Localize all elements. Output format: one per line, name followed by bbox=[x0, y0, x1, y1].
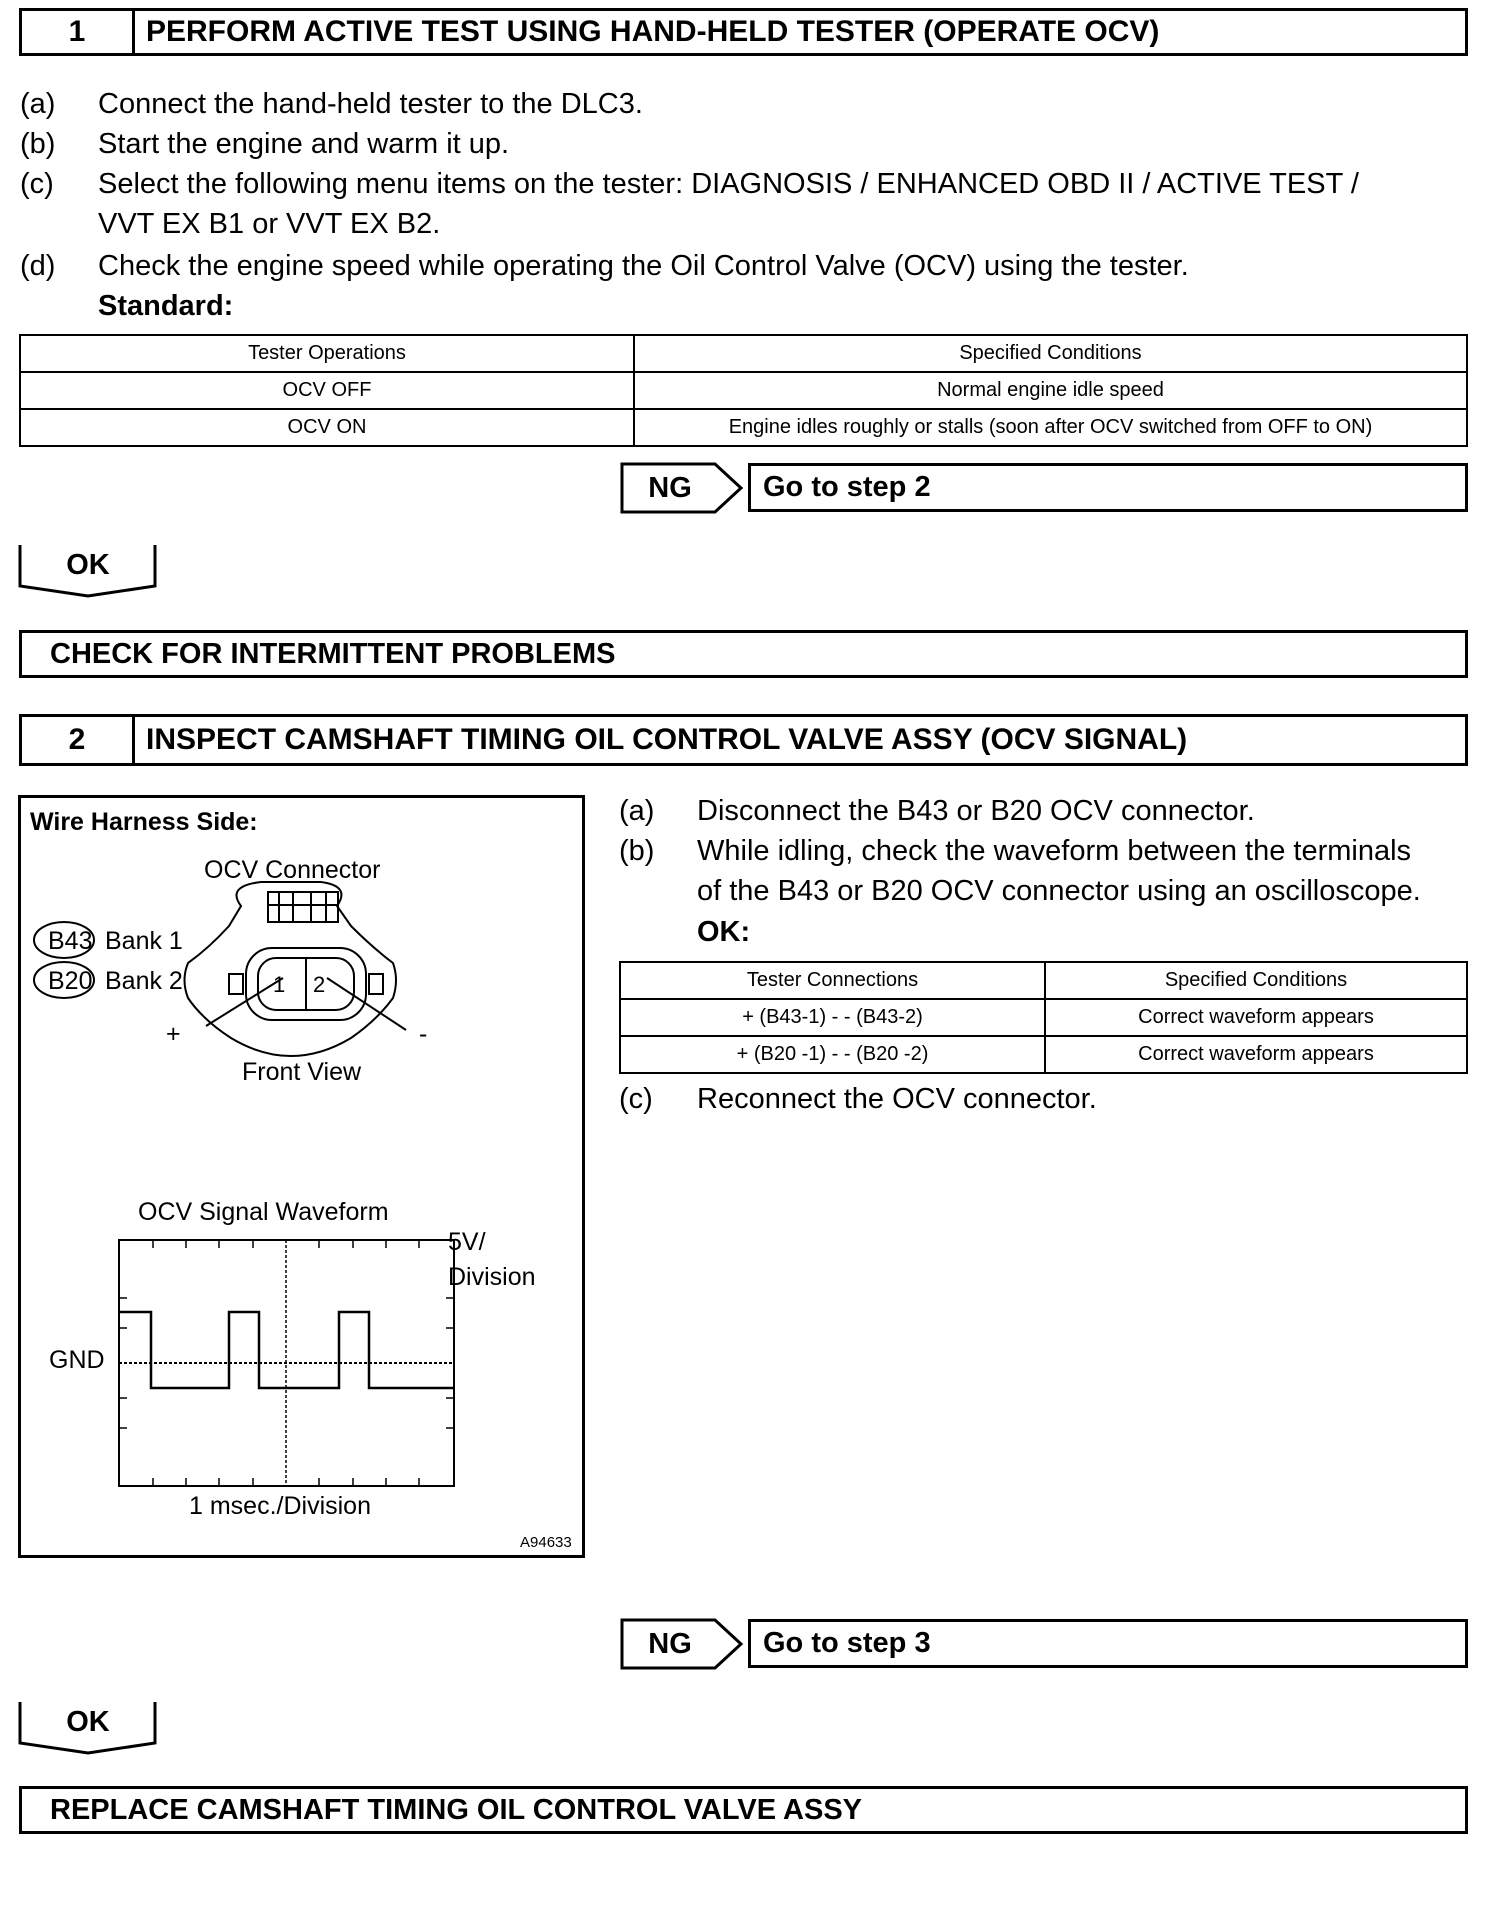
diagram-heading: Wire Harness Side: bbox=[30, 808, 258, 836]
table-cell: Correct waveform appears bbox=[1045, 999, 1467, 1036]
connector-housing bbox=[185, 882, 397, 1056]
step2-header bbox=[19, 714, 1468, 766]
step1-item-b-text: Start the engine and warm it up. bbox=[98, 128, 510, 160]
step2-item-a-label: (a) bbox=[619, 795, 655, 827]
step1-item-c-text: Select the following menu items on the tester: DIAGNOSIS / ENHANCED OBD II / ACTIVE TEST / bbox=[98, 168, 1359, 200]
table-row bbox=[20, 409, 1467, 446]
minus-label: - bbox=[419, 1020, 428, 1048]
front-view-label: Front View bbox=[242, 1058, 362, 1086]
table-cell: + (B20 -1) - - (B20 -2) bbox=[620, 1036, 1045, 1073]
table-header-cell: Specified Conditions bbox=[1045, 962, 1467, 999]
time-div-label: 1 msec./Division bbox=[189, 1492, 371, 1520]
table-header-cell: Tester Connections bbox=[620, 962, 1045, 999]
plus-label: + bbox=[166, 1020, 181, 1048]
table-cell: OCV OFF bbox=[20, 372, 634, 409]
go-to-step-2-link[interactable]: Go to step 2 bbox=[748, 463, 1468, 512]
ng-tag-step1 bbox=[620, 461, 745, 515]
volt-div-label-1: 5V/ bbox=[448, 1228, 486, 1256]
table-row bbox=[620, 1036, 1467, 1073]
step2-item-b-text2: of the B43 or B20 OCV connector using an oscilloscope. bbox=[697, 875, 1421, 907]
ok-tag-step2 bbox=[18, 1700, 158, 1756]
step1-item-c-text2: VVT EX B1 or VVT EX B2. bbox=[98, 208, 441, 240]
step2-number: 2 bbox=[22, 717, 135, 763]
ok-label: OK bbox=[66, 1705, 110, 1738]
table-header-cell: Specified Conditions bbox=[634, 335, 1467, 372]
wiring-diagram bbox=[18, 795, 585, 1558]
pin-1-label: 1 bbox=[273, 972, 286, 997]
pin-2-label: 2 bbox=[313, 972, 326, 997]
gnd-label: GND bbox=[49, 1346, 105, 1374]
waveform-title: OCV Signal Waveform bbox=[138, 1198, 389, 1226]
figure-id: A94633 bbox=[520, 1534, 572, 1551]
step2-title: INSPECT CAMSHAFT TIMING OIL CONTROL VALVE ASSY (OCV SIGNAL) bbox=[146, 723, 1188, 756]
bank1-label: Bank 1 bbox=[105, 927, 183, 955]
step1-spec-table bbox=[19, 334, 1468, 447]
step1-item-b-label: (b) bbox=[20, 128, 56, 160]
step2-item-a-text: Disconnect the B43 or B20 OCV connector. bbox=[697, 795, 1255, 827]
result-check-intermittent: CHECK FOR INTERMITTENT PROBLEMS bbox=[19, 630, 1468, 678]
result-replace-ocv: REPLACE CAMSHAFT TIMING OIL CONTROL VALVE ASSY bbox=[19, 1786, 1468, 1834]
table-cell: Normal engine idle speed bbox=[634, 372, 1467, 409]
step1-item-d-label: (d) bbox=[20, 250, 56, 282]
step2-item-b-label: (b) bbox=[619, 835, 655, 867]
step2-item-b-text: While idling, check the waveform between the terminals bbox=[697, 835, 1412, 867]
go-to-step-3-link[interactable]: Go to step 3 bbox=[748, 1619, 1468, 1668]
table-row bbox=[20, 372, 1467, 409]
ng-tag-step2 bbox=[620, 1617, 745, 1671]
table-cell: Correct waveform appears bbox=[1045, 1036, 1467, 1073]
b20-label: B20 bbox=[48, 967, 93, 995]
step2-item-c-label: (c) bbox=[619, 1083, 653, 1115]
step2-spec-table bbox=[619, 961, 1468, 1074]
step1-item-d-text: Check the engine speed while operating the Oil Control Valve (OCV) using the tester. bbox=[98, 250, 1189, 282]
ok-label: OK bbox=[66, 548, 110, 581]
table-row bbox=[620, 999, 1467, 1036]
ok-tag-step1 bbox=[18, 543, 158, 599]
step1-item-a-text: Connect the hand-held tester to the DLC3. bbox=[98, 88, 643, 120]
standard-label: Standard: bbox=[98, 290, 234, 322]
ng-label: NG bbox=[648, 471, 692, 504]
step2-item-c-text: Reconnect the OCV connector. bbox=[697, 1083, 1097, 1115]
step1-number: 1 bbox=[22, 11, 135, 53]
b43-label: B43 bbox=[48, 927, 93, 955]
table-cell: + (B43-1) - - (B43-2) bbox=[620, 999, 1045, 1036]
step1-title: PERFORM ACTIVE TEST USING HAND-HELD TESTER (OPERATE OCV) bbox=[146, 15, 1160, 48]
table-cell: Engine idles roughly or stalls (soon after OCV switched from OFF to ON) bbox=[634, 409, 1467, 446]
connector-drawing bbox=[21, 798, 582, 1555]
ng-label: NG bbox=[648, 1627, 692, 1660]
table-cell: OCV ON bbox=[20, 409, 634, 446]
table-header-row bbox=[20, 335, 1467, 372]
ok-spec-label: OK: bbox=[697, 916, 751, 948]
bank2-label: Bank 2 bbox=[105, 967, 183, 995]
step1-header bbox=[19, 8, 1468, 56]
volt-div-label-2: Division bbox=[448, 1263, 536, 1291]
step1-item-a-label: (a) bbox=[20, 88, 56, 120]
step1-item-c-label: (c) bbox=[20, 168, 54, 200]
connector-title: OCV Connector bbox=[204, 856, 381, 884]
table-header-cell: Tester Operations bbox=[20, 335, 634, 372]
table-header-row bbox=[620, 962, 1467, 999]
